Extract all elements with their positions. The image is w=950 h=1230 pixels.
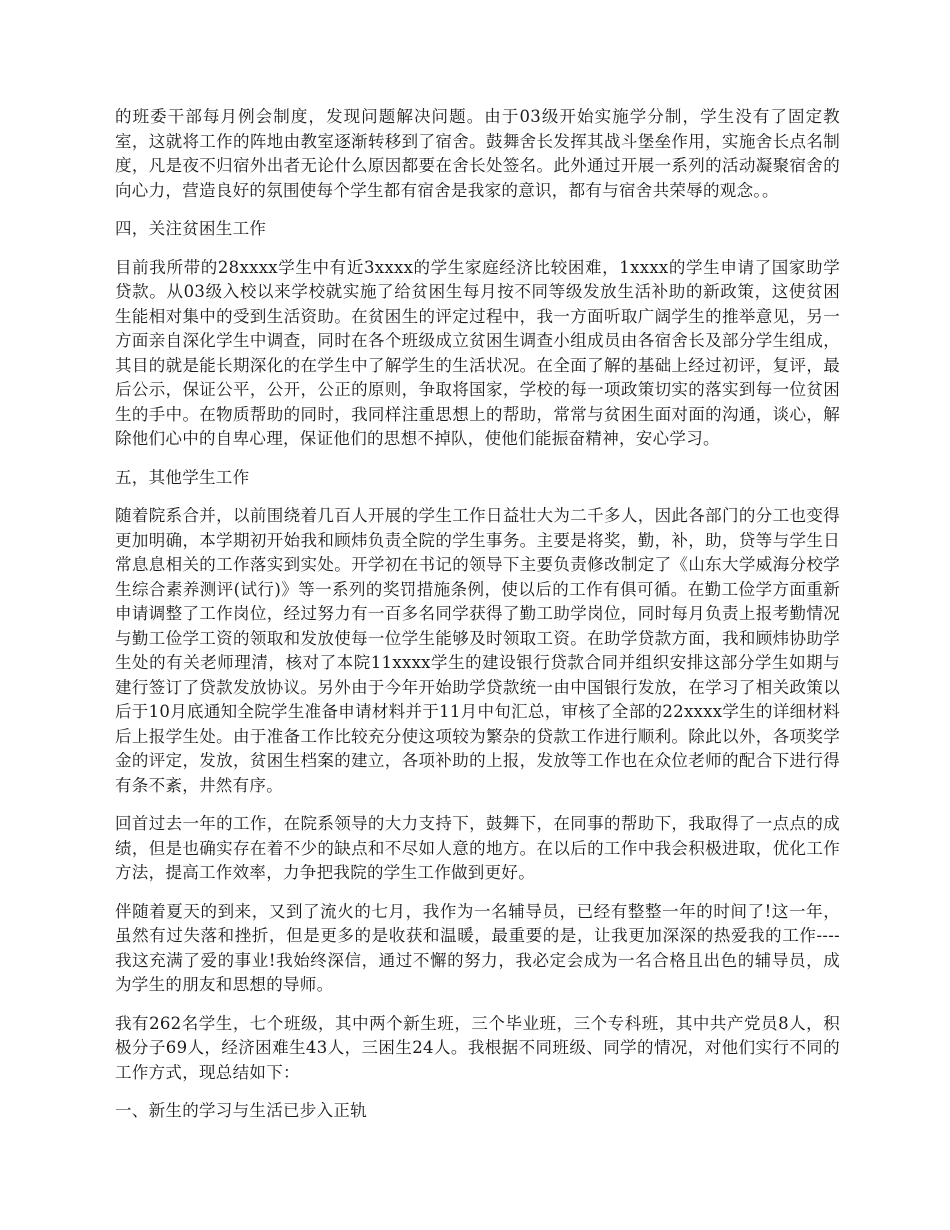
document-body — [115, 105, 840, 1138]
paragraph-student-stats: 我有262名学生，七个班级，其中两个新生班，三个毕业班，三个专科班，其中共产党员8人，积极分子69人，经济困难生43人，三困生24人。我根据不同班级、同学的情况，对他们实行不同的工作方式，现总结如下： — [115, 1013, 840, 1082]
paragraph-review: 回首过去一年的工作，在院系领导的大力支持下，鼓舞下，在同事的帮助下，我取得了一点点的成绩，但是也确实存在着不少的缺点和不尽如人意的地方。在以后的工作中我会积极进取，优化工作方法，提高工作效率，力争把我院的学生工作做到更好。 — [115, 814, 840, 882]
section-heading-other-work: 五，其他学生工作 — [115, 467, 250, 487]
section-heading-new-students: 一、新生的学习与生活已步入正轨 — [115, 1101, 367, 1120]
paragraph-poor-students: 目前我所带的28xxxx学生中有近3xxxx的学生家庭经济比较困难，1xxxx的学生申请了国家助学贷款。从03级入校以来学校就实施了给贫困生每月按不同等级发放生活补助的新政策，这使贫困生能相对集中的受到生活资助。在贫困生的评定过程中，我一方面听取广阔学生的推举意见，另一方面亲自深化学生中调查，同时在各个班级成立贫困生调查小组成员由各宿舍长及部分学生组成，其目的就是能长期深化的在学生中了解学生的生活状况。在全面了解的基础上经过初评，复评，最后公示，保证公平，公开，公正的原则，争取将国家，学校的每一项政策切实的落实到每一位贫困生的手中。在物质帮助的同时，我同样注重思想上的帮助，常常与贫困生面对面的沟通，谈心，解除他们心中的自卑心理，保证他们的思想不掉队，使他们能振奋精神，安心学习。 — [115, 257, 840, 448]
paragraph-other-work: 随着院系合并，以前围绕着几百人开展的学生工作日益壮大为二千多人，因此各部门的分工也变得更加明确，本学期初开始我和顾炜负责全院的学生事务。主要是将奖，勤，补，助，贷等与学生日常息息相关的工作落实到实处。开学初在书记的领导下主要负责修改制定了《山东大学威海分校学生综合素养测评(试行)》等一系列的奖罚措施条例，使以后的工作有俱可循。在勤工俭学方面重新申请调整了工作岗位，经过努力有一百多名同学获得了勤工助学岗位，同时每月负责上报考勤情况与勤工俭学工资的领取和发放使每一位学生能够及时领取工资。在助学贷款方面，我和顾炜协助学生处的有关老师理清，核对了本院11xxxx学生的建设银行贷款合同并组织安排这部分学生如期与建行签订了贷款发放协议。另外由于今年开始助学贷款统一由中国银行发放，在学习了相关政策以后于10月底通知全院学生准备申请材料并于11月中旬汇总，审核了全部的22xxxx学生的详细材料后上报学生处。由于准备工作比较充分使这项较为繁杂的贷款工作进行顺利。除此以外，各项奖学金的评定，发放，贫困生档案的建立，各项补助的上报，发放等工作也在众位老师的配合下进行得有条不紊，井然有序。 — [115, 506, 840, 795]
paragraph-summer: 伴随着夏天的到来，又到了流火的七月，我作为一名辅导员，已经有整整一年的时间了!这一年，虽然有过失落和挫折，但是更多的是收获和温暖，最重要的是，让我更加深深的热爱我的工作----我这充满了爱的事业!我始终深信，通过不懈的努力，我必定会成为一名合格且出色的辅导员，成为学生的朋友和思想的导师。 — [115, 901, 840, 994]
paragraph-dormitory: 的班委干部每月例会制度，发现问题解决问题。由于03级开始实施学分制，学生没有了固定教室，这就将工作的阵地由教室逐渐转移到了宿舍。鼓舞舍长发挥其战斗堡垒作用，实施舍长点名制度，凡是夜不归宿外出者无论什么原因都要在舍长处签名。此外通过开展一系列的活动凝聚宿舍的向心力，营造良好的氛围使每个学生都有宿舍是我家的意识，都有与宿舍共荣辱的观念。。 — [115, 107, 840, 200]
section-heading-poor-students: 四，关注贫困生工作 — [115, 219, 267, 238]
